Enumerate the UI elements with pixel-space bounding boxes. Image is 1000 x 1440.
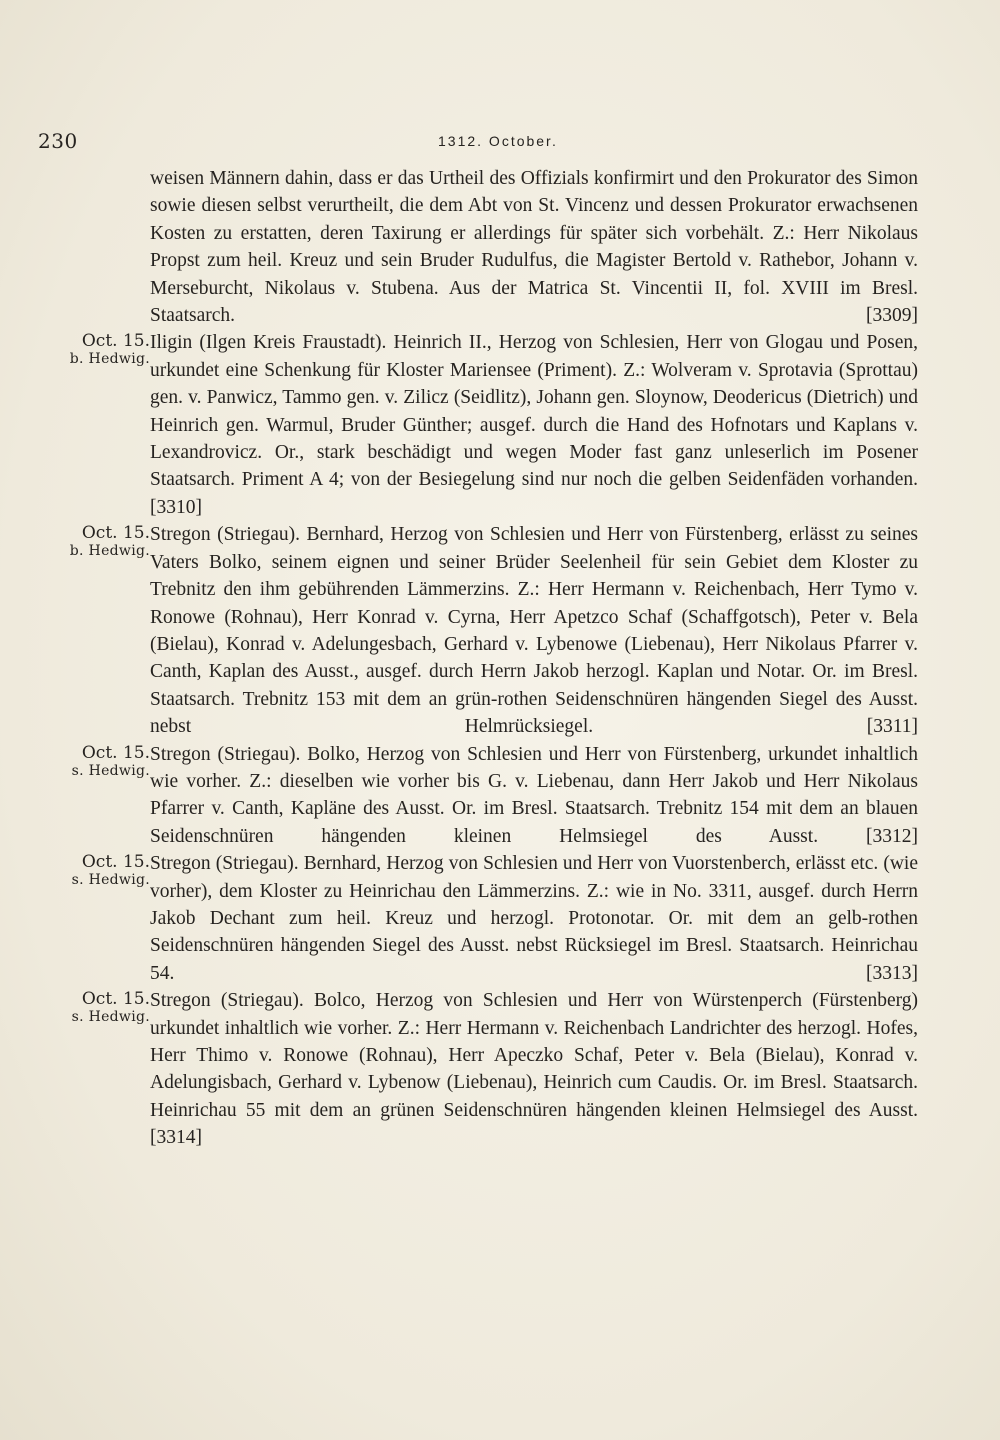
page-number: 230 [38,129,78,153]
margin-note [38,741,150,780]
document-body [38,165,928,1152]
document-entry [38,850,928,987]
entry-text: Stregon (Striegau). Bernhard, Herzog von Schlesien und Herr von Fürstenberg, erlässt zu seines Vaters Bolko, seinem eignen und seiner Brüder Seelenheil für sein Gebiet dem Kloster zu Trebnitz den ihm gebührenden Lämmerzins. Z.: Herr Hermann v. Reichenbach, Herr Tymo v. Ronowe (Rohnau), Herr Konrad v. Cyrna, Herr Apetzco Schaf (Schaffgotsch), Peter v. Bela (Bielau), Konrad v. Adelungesbach, Gerhard v. Lybenowe (Liebenau), Herr Nikolaus Pfarrer v. Canth, Kaplan des Ausst., ausgef. durch Herrn Jakob herzogl. Kaplan und Notar. Or. im Bresl. Staatsarch. Trebnitz 153 mit dem an grün-rothen Seidenschnüren hängenden Siegel des Ausst. nebst Helmrücksiegel. [3311] [150,524,918,738]
document-entry [38,987,928,1151]
margin-note [38,521,150,560]
margin-saint: s. Hedwig. [71,872,150,889]
margin-note [38,329,150,368]
entry-text: Stregon (Striegau). Bolco, Herzog von Schlesien und Herr von Würstenperch (Fürstenberg) urkundet inhaltlich wie vorher. Z.: Herr Hermann v. Reichenbach Landrichter des herzogl. Hofes, Herr Thimo v. Ronowe (Rohnau), Herr Apeczko Schaf, Peter v. Bela (Bielau), Konrad v. Adelungisbach, Gerhard v. Lybenow (Liebenau), Heinrich cum Caudis. Or. im Bresl. Staatsarch. Heinrichau 55 mit dem an grünen Seidenschnüren hängenden kleinen Helmsiegel des Ausst. [3314] [150,990,918,1149]
margin-note [38,987,150,1026]
document-entry [38,741,928,851]
margin-note [38,850,150,889]
entry-text: weisen Männern dahin, dass er das Urtheil des Offizials konfirmirt und den Prokurator des Simon sowie diesen selbst verurtheilt, die dem Abt von St. Vincenz und dessen Prokurator erwachsenen Kosten zu erstatten, deren Taxirung er allerdings für später sich vorbehält. Z.: Herr Nikolaus Propst zum heil. Kreuz und sein Bruder Rudulfus, die Magister Bertold v. Rathebor, Johann v. Merseburcht, Nikolaus v. Stubena. Aus der Matrica St. Vincentii II, fol. XVIII im Bresl. Staatsarch. [3309] [150,168,918,327]
document-entry [38,521,928,740]
entry-text: Stregon (Striegau). Bolko, Herzog von Schlesien und Herr von Fürstenberg, urkundet inhaltlich wie vorher. Z.: dieselben wie vorher bis G. v. Liebenau, dann Herr Jakob und Herr Nikolaus Pfarrer v. Canth, Kapläne des Ausst. Or. im Bresl. Staatsarch. Trebnitz 154 mit dem an blauen Seidenschnüren hängenden kleinen Helmsiegel des Ausst. [3312] [150,743,918,847]
page-header [38,129,928,159]
entry-text: Iligin (Ilgen Kreis Fraustadt). Heinrich II., Herzog von Schlesien, Herr von Glogau und Posen, urkundet eine Schenkung für Kloster Mariensee (Priment). Z.: Wolveram v. Sprotavia (Sprottau) gen. v. Panwicz, Tammo gen. v. Zilicz (Seidlitz), Johann gen. Sloynow, Deodericus (Dietrich) und Heinrich gen. Warmul, Bruder Günther; ausgef. durch die Hand des Hofnotars und Kaplans v. Lexandrovicz. Or., stark beschädigt und wegen Moder fast ganz unleserlich im Posener Staatsarch. Priment A 4; von der Besiegelung sind nur noch die gelben Seidenfäden vorhanden. [3310] [150,332,918,518]
margin-saint: b. Hedwig. [69,543,150,560]
margin-saint: s. Hedwig. [71,1009,150,1026]
margin-date: Oct. 15. [81,523,150,544]
margin-saint: s. Hedwig. [71,762,150,779]
running-head: 1312. October. [438,133,558,149]
entry-text: Stregon (Striegau). Bernhard, Herzog von Schlesien und Herr von Vuorstenberch, erlässt etc. (wie vorher), dem Kloster zu Heinrichau den Lämmerzins. Z.: wie in No. 3311, ausgef. durch Herrn Jakob Dechant zum heil. Kreuz und herzogl. Protonotar. Or. mit dem an gelb-rothen Seidenschnüren hängenden Siegel des Ausst. nebst Rücksiegel im Bresl. Staatsarch. Heinrichau 54. [3313] [150,853,918,984]
margin-date: Oct. 15. [81,989,150,1010]
document-entry [38,329,928,521]
margin-date: Oct. 15. [81,852,150,873]
margin-date: Oct. 15. [81,742,150,763]
margin-saint: b. Hedwig. [69,351,150,368]
document-entry [38,165,928,329]
margin-date: Oct. 15. [81,331,150,352]
